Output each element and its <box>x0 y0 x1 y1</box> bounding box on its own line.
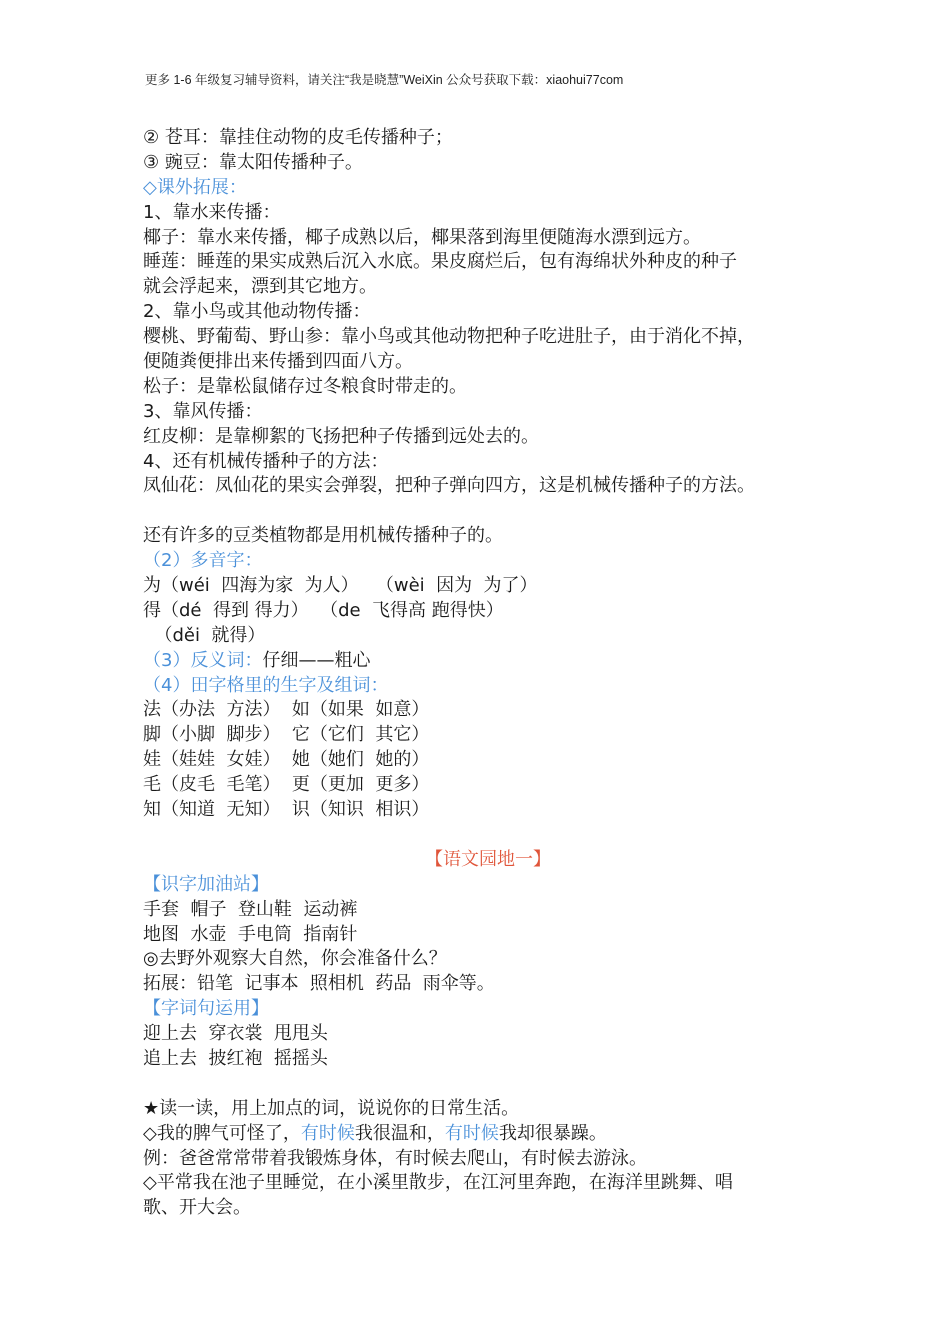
text-line: 地图 水壶 手电筒 指南针 <box>143 923 358 945</box>
text-line: 追上去 披红袍 摇摇头 <box>143 1047 328 1069</box>
text-line <box>143 1122 833 1147</box>
text-line: （děi 就得） <box>143 624 266 646</box>
text-line: 娃（娃娃 女娃） 她（她们 她的） <box>143 749 430 771</box>
antonym-pair: 仔细——粗心 <box>262 649 371 671</box>
text-line: 2、靠小鸟或其他动物传播： <box>143 301 371 323</box>
section-heading: 【识字加油站】 <box>143 873 269 895</box>
text-line: 迎上去 穿衣裳 甩甩头 <box>143 1023 328 1045</box>
text-line: ③ 豌豆：靠太阳传播种子。 <box>143 151 363 173</box>
document-body <box>143 126 833 1221</box>
text-line: ◎去野外观察大自然，你会准备什么？ <box>143 948 447 970</box>
text-line: 例：爸爸常常带着我锻炼身体，有时候去爬山，有时候去游泳。 <box>143 1147 647 1169</box>
blank-line <box>143 499 833 524</box>
text-segment: ◇我的脾气可怪了， <box>143 1122 301 1144</box>
text-line: 睡莲：睡莲的果实成熟后沉入水底。果皮腐烂后，包有海绵状外种皮的种子 <box>143 251 737 273</box>
blank-line <box>143 823 833 848</box>
text-line: 就会浮起来，漂到其它地方。 <box>143 276 377 298</box>
text-line <box>143 649 833 674</box>
chapter-title: 【语文园地一】 <box>425 848 551 870</box>
text-line: 拓展：铅笔 记事本 照相机 药品 雨伞等。 <box>143 973 495 995</box>
text-line: 知（知道 无知） 识（知识 相识） <box>143 799 430 821</box>
highlighted-word: 有时候 <box>300 1122 355 1144</box>
text-line: ② 苍耳：靠挂住动物的皮毛传播种子； <box>143 127 453 148</box>
text-line: 红皮柳：是靠柳絮的飞扬把种子传播到远处去的。 <box>143 425 539 447</box>
text-line: 得（dé 得到 得力） （de 飞得高 跑得快） <box>143 599 504 621</box>
section-heading: ◇课外拓展： <box>143 176 247 198</box>
text-line: 毛（皮毛 毛笔） 更（更加 更多） <box>143 774 430 796</box>
text-line: 4、还有机械传播种子的方法： <box>143 450 389 472</box>
text-line: ★读一读，用上加点的词，说说你的日常生活。 <box>143 1097 520 1119</box>
text-line: 松子：是靠松鼠储存过冬粮食时带走的。 <box>143 375 467 397</box>
text-line: 法（办法 方法） 如（如果 如意） <box>143 699 430 721</box>
blank-line <box>143 1072 833 1097</box>
text-line: 便随粪便排出来传播到四面八方。 <box>143 351 413 373</box>
highlighted-word: 有时候 <box>444 1122 499 1144</box>
text-line: 脚（小脚 脚步） 它（它们 其它） <box>143 724 430 746</box>
page-header: 更多 1-6 年级复习辅导资料，请关注“我是晓慧”WeiXin 公众号获取下载：xiaohui77com <box>145 73 624 87</box>
text-line: 樱桃、野葡萄、野山参：靠小鸟或其他动物把种子吃进肚子，由于消化不掉， <box>143 326 755 348</box>
text-line: 歌、开大会。 <box>143 1197 251 1219</box>
section-heading: （2）多音字： <box>143 550 263 572</box>
text-line: 还有许多的豆类植物都是用机械传播种子的。 <box>143 525 503 547</box>
text-line: 凤仙花：凤仙花的果实会弹裂，把种子弹向四方，这是机械传播种子的方法。 <box>143 475 755 497</box>
section-heading: 【字词句运用】 <box>143 998 269 1020</box>
text-line: 为（wéi 四海为家 为人） （wèi 因为 为了） <box>143 575 538 597</box>
section-heading: （3）反义词： <box>143 649 263 671</box>
text-line: 手套 帽子 登山鞋 运动裤 <box>143 898 358 920</box>
text-line: ◇平常我在池子里睡觉，在小溪里散步，在江河里奔跑，在海洋里跳舞、唱 <box>143 1172 733 1194</box>
text-line: 1、靠水来传播： <box>143 201 281 223</box>
text-line: 3、靠风传播： <box>143 400 263 422</box>
text-segment: 我很温和， <box>354 1122 445 1144</box>
text-line: 椰子：靠水来传播，椰子成熟以后，椰果落到海里便随海水漂到远方。 <box>143 226 701 248</box>
section-heading: （4）田字格里的生字及组词： <box>143 674 389 696</box>
text-segment: 我却很暴躁。 <box>498 1122 607 1144</box>
